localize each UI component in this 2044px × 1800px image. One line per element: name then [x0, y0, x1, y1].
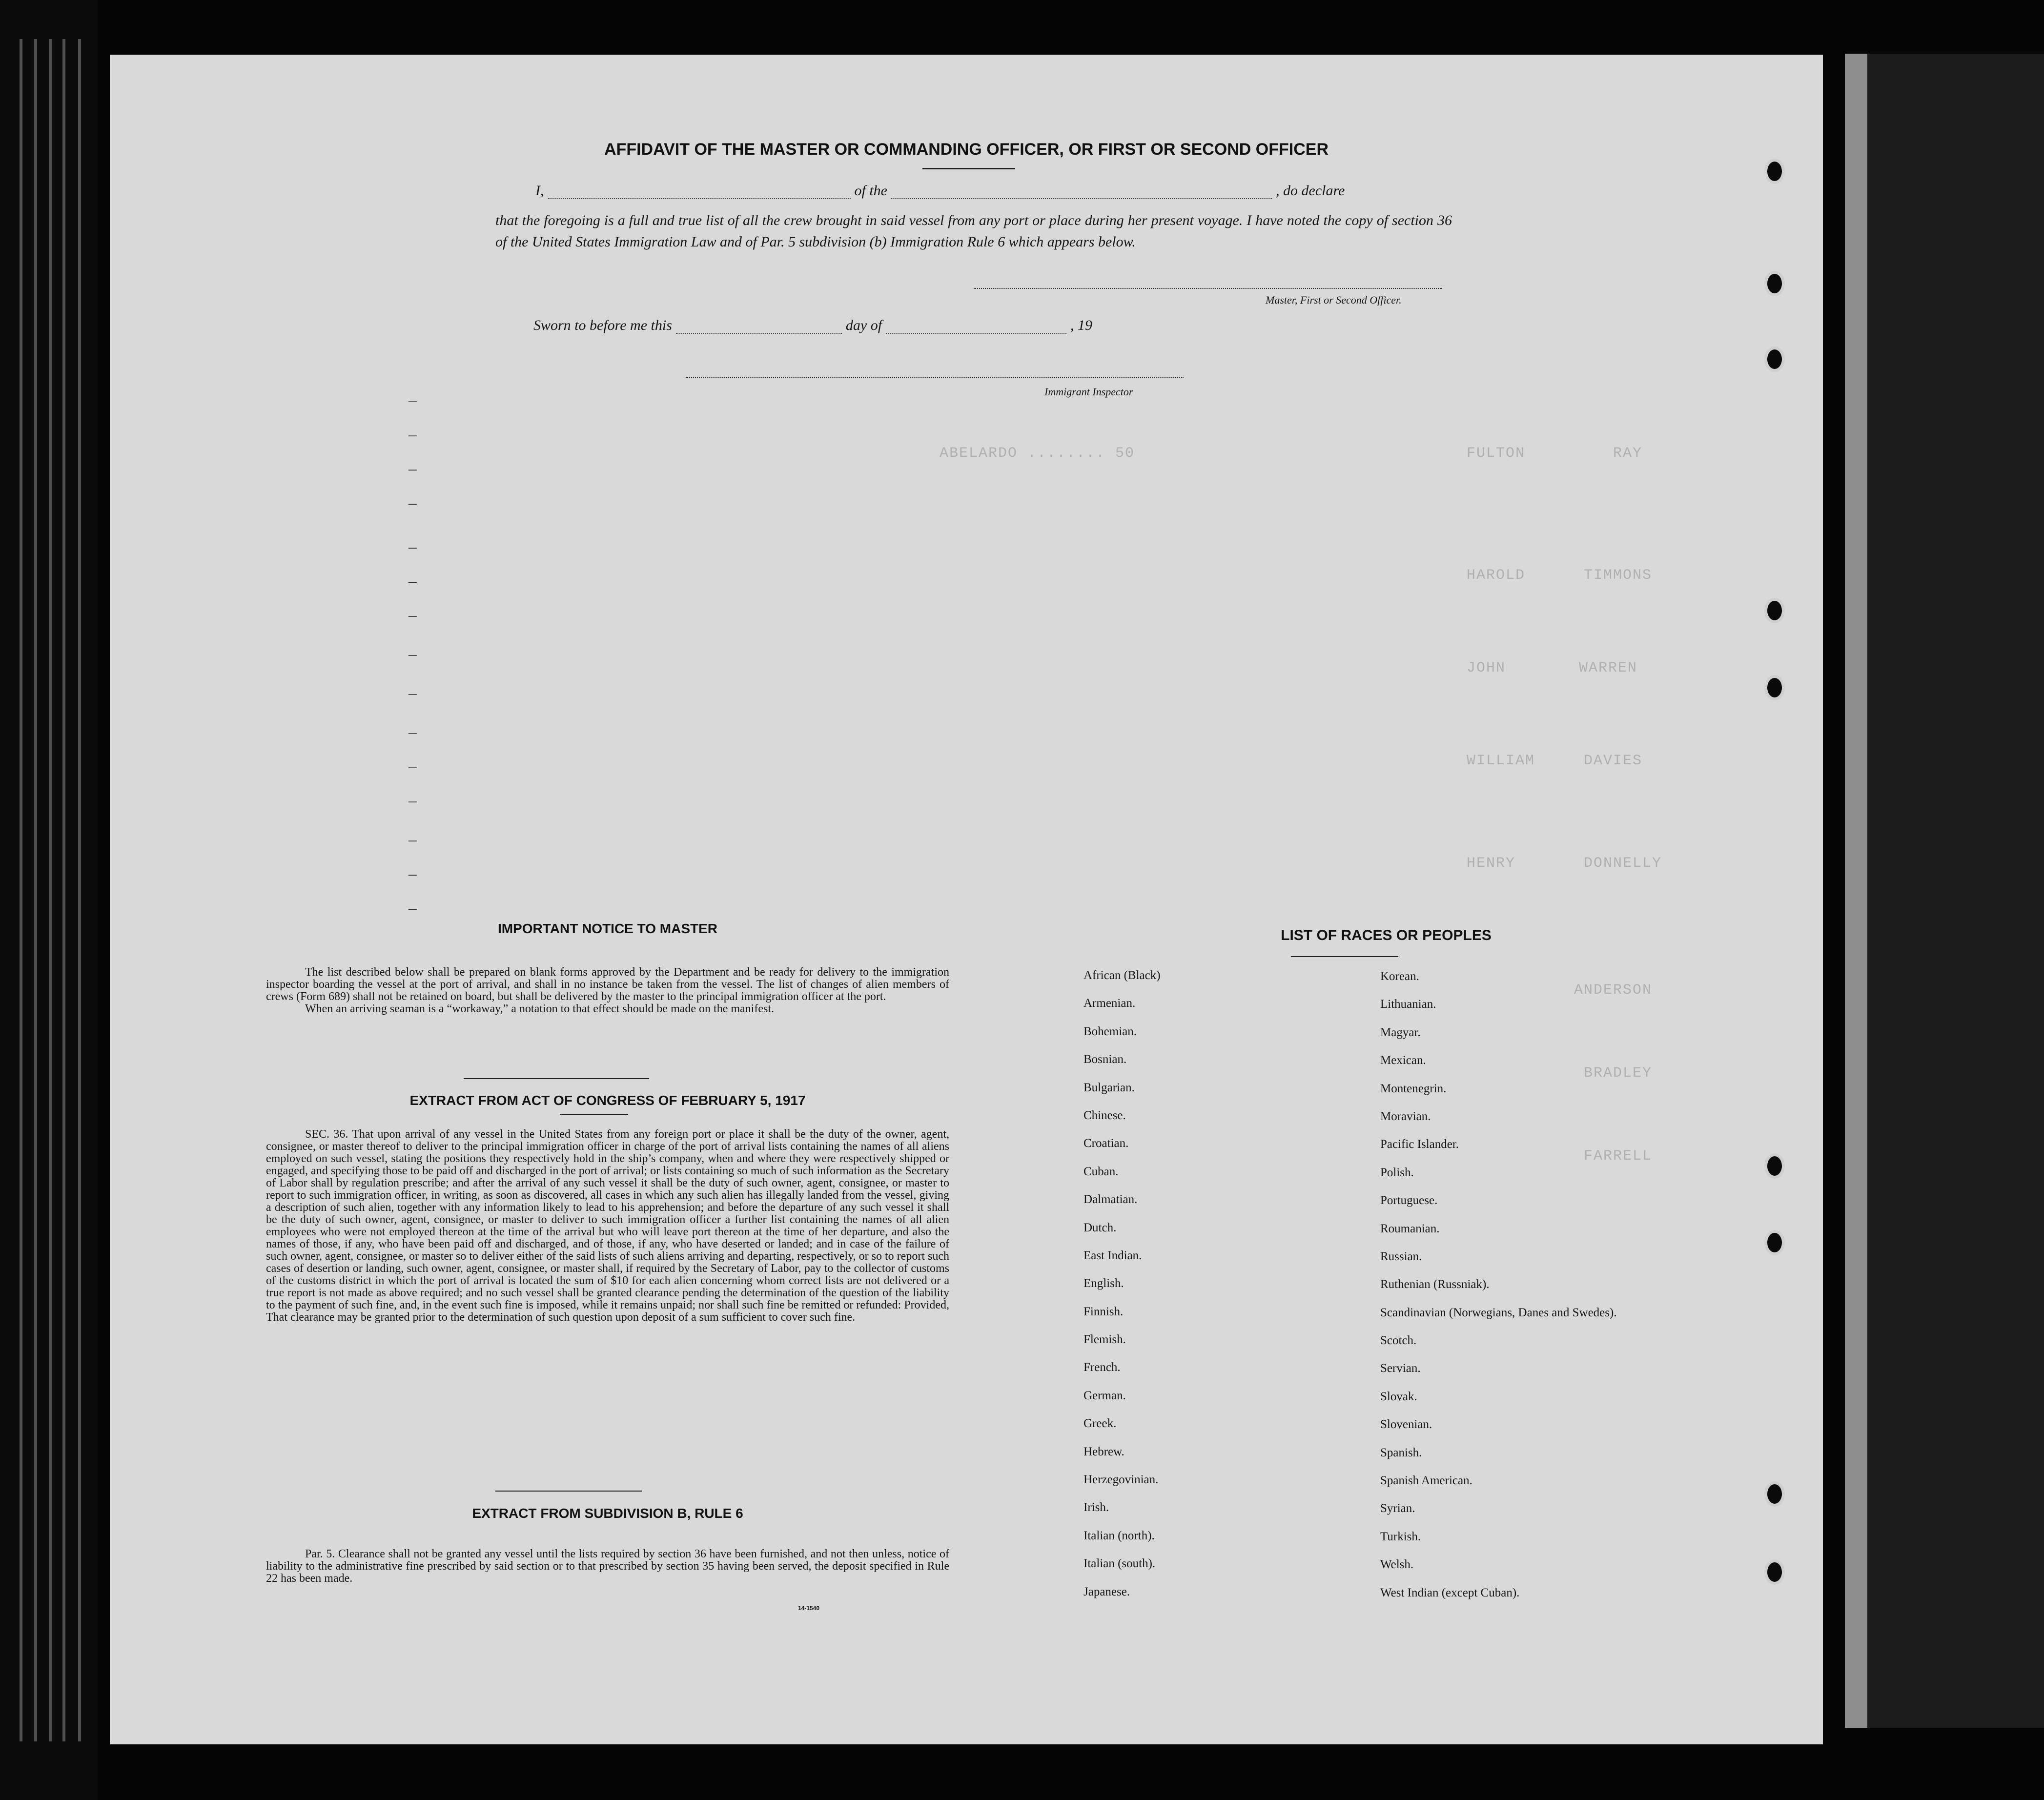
row-dash: – — [409, 494, 417, 512]
bleed-through-text: HAROLD — [1467, 567, 1526, 584]
bleed-through-text: DAVIES — [1584, 753, 1643, 769]
bleed-through-text: WILLIAM — [1467, 753, 1535, 769]
race-item: Japanese. — [1083, 1585, 1130, 1598]
notice-title: IMPORTANT NOTICE TO MASTER — [497, 921, 718, 936]
section-divider — [495, 1491, 642, 1492]
race-item: Polish. — [1380, 1166, 1414, 1179]
day-of-label: day of — [845, 317, 882, 333]
race-item: French. — [1083, 1361, 1121, 1374]
bleed-through-text: BRADLEY — [1584, 1065, 1653, 1082]
race-item: Magyar. — [1380, 1025, 1421, 1039]
year-label: , 19 — [1070, 317, 1093, 333]
declaration-line — [535, 183, 1345, 199]
bleed-through-text: FARRELL — [1584, 1148, 1653, 1165]
race-item: Hebrew. — [1083, 1445, 1124, 1458]
race-item: Slovak. — [1380, 1390, 1417, 1403]
row-dash: – — [409, 792, 417, 810]
race-item: Bohemian. — [1083, 1024, 1137, 1038]
notice-paragraph: The list described below shall be prepared on blank forms approved by the Department and be ready for delivery to the immigration inspector boarding the vessel at the port of arrival, and shall in no instance be taken from the vessel. The list of changes of alien members of crews (Form 689) shall not be retained on board, but shall be delivered by the master to the principal immigration officer at the port. — [266, 966, 949, 1003]
race-item: Dutch. — [1083, 1221, 1117, 1234]
race-item: Scandinavian (Norwegians, Danes and Swedes). — [1380, 1306, 1617, 1319]
race-item: Spanish. — [1380, 1446, 1422, 1459]
punch-hole — [1764, 1481, 1785, 1507]
row-dash: – — [409, 723, 417, 741]
races-list-right — [1380, 970, 1617, 1614]
declarant-name-blank[interactable] — [548, 185, 851, 199]
section-divider — [464, 1078, 649, 1079]
race-item: Moravian. — [1380, 1109, 1431, 1123]
race-item: Roumanian. — [1380, 1222, 1440, 1235]
right-page-edge — [1845, 54, 2044, 1728]
row-dash: – — [409, 460, 417, 478]
race-item: Syrian. — [1380, 1502, 1415, 1515]
row-dash: – — [409, 757, 417, 776]
race-item: English. — [1083, 1277, 1124, 1290]
row-dash: – — [409, 899, 417, 917]
row-dash: – — [409, 572, 417, 590]
race-item: Herzegovinian. — [1083, 1473, 1159, 1487]
race-item: Italian (south). — [1083, 1557, 1156, 1571]
race-item: Ruthenian (Russniak). — [1380, 1278, 1490, 1291]
bleed-through-text: FULTON — [1467, 445, 1526, 462]
bleed-through-text: ANDERSON — [1574, 982, 1653, 999]
inspector-caption: Immigrant Inspector — [1044, 386, 1133, 398]
row-dash: – — [409, 684, 417, 702]
row-dash: – — [409, 865, 417, 883]
affidavit-body: that the foregoing is a full and true list of all the crew brought in said vessel from any port or place during her present voyage. I have noted the copy of section 36 of the United States Immigration Law and of Par. 5 subdivision (b) Immigration Rule 6 which appears below. — [495, 212, 1452, 250]
sworn-line — [533, 317, 1092, 334]
row-dash: – — [409, 426, 417, 444]
punch-hole — [1764, 1230, 1785, 1255]
punch-hole — [1764, 1559, 1785, 1585]
race-item: East Indian. — [1083, 1248, 1142, 1262]
document-page — [110, 55, 1823, 1744]
race-item: Portuguese. — [1380, 1194, 1438, 1207]
race-item: Greek. — [1083, 1417, 1117, 1431]
race-item: Korean. — [1380, 970, 1419, 983]
section-36-text: SEC. 36. That upon arrival of any vessel in the United States from any foreign port or place it shall be the duty of the owner, agent, consignee, or master thereof to deliver to the principal immigration officer in charge of the port of arrival lists containing the names of all aliens employed on such vessel, stating the positions they respectively hold in the ship’s company, when and where they were respectively shipped or engaged, and specifying those to be paid off and discharged in the port of arrival; or lists containing so much of such information as the Secretary of Labor shall by regulation prescribe; and after the arrival of any such vessel it shall be the duty of such owner, agent, consignee, or master to report to such immigration officer, in writing, as soon as discovered, all cases in which any such alien has illegally landed from the vessel, giving a description of such alien, together with any information likely to lead to his apprehension; and before the departure of any such vessel it shall be the duty of such owner, agent, consignee, or master to deliver to such immigration officer a further list containing the names of all alien employees who were not employed thereon at the time of the arrival but who will leave port thereon at the time of her departure, and also the names of those, if any, who have been paid off and discharged, and of those, if any, who have deserted or landed; and in case of the failure of such owner, agent, consignee, or master so to deliver either of the said lists of such aliens arriving and departing, respectively, or so to report such cases of desertion or landing, such owner, agent, consignee, or master shall, if required by the Secretary of Labor, pay to the collector of customs of the customs district in which the port of arrival is located the sum of $10 for each alien concerning whom correct lists are not delivered or a true report is not made as above required; and no such vessel shall be granted clearance pending the determination of the question of the liability to the payment of such fine, and, in the event such fine is imposed, while it remains unpaid; nor shall such fine be remitted or refunded: Provided, That clearance may be granted prior to the determination of such question upon deposit of a sum sufficient to cover such fine. — [266, 1128, 949, 1324]
race-item: African (Black) — [1083, 969, 1161, 982]
officer-signature-line[interactable] — [974, 288, 1442, 289]
race-item: Armenian. — [1083, 997, 1136, 1010]
race-item: Montenegrin. — [1380, 1082, 1447, 1095]
race-item: Bulgarian. — [1083, 1081, 1135, 1094]
punch-hole — [1764, 159, 1785, 184]
act-extract-title: EXTRACT FROM ACT OF CONGRESS OF FEBRUARY 5, 1917 — [409, 1093, 806, 1108]
sworn-day-blank[interactable] — [676, 320, 842, 334]
bleed-through-text: JOHN — [1467, 660, 1506, 676]
bleed-through-text: WARREN — [1579, 660, 1638, 676]
race-item: Servian. — [1380, 1362, 1421, 1375]
form-code: 14-1540 — [798, 1605, 820, 1612]
race-item: Slovenian. — [1380, 1418, 1432, 1432]
row-dash: – — [409, 606, 417, 624]
bleed-through-text: RAY — [1613, 445, 1643, 462]
sworn-month-blank[interactable] — [886, 320, 1066, 334]
notice-paragraph: When an arriving seaman is a “workaway,” a notation to that effect should be made on the manifest. — [305, 1002, 774, 1015]
race-item: Lithuanian. — [1380, 998, 1436, 1011]
race-item: Finnish. — [1083, 1305, 1124, 1318]
race-item: Flemish. — [1083, 1333, 1126, 1347]
race-item: Mexican. — [1380, 1054, 1426, 1067]
affidavit-title: AFFIDAVIT OF THE MASTER OR COMMANDING OFFICER, OR FIRST OR SECOND OFFICER — [604, 140, 1329, 159]
race-item: Dalmatian. — [1083, 1193, 1138, 1207]
rule-extract-text — [266, 1548, 949, 1585]
race-item: Cuban. — [1083, 1165, 1119, 1178]
sworn-label: Sworn to before me this — [533, 317, 672, 333]
par-5-text: Par. 5. Clearance shall not be granted any vessel until the lists required by section 36 have been furnished, and not then unless, notice of liability to the administrative fine prescribed by said section or to that prescribed by section 35 having been served, the deposit specified in Rule 22 has been made. — [266, 1548, 949, 1585]
race-item: Russian. — [1380, 1249, 1422, 1263]
punch-hole — [1764, 598, 1785, 623]
bleed-through-text: ABELARDO ........ 50 — [940, 445, 1135, 462]
race-item: Turkish. — [1380, 1530, 1421, 1543]
vessel-name-blank[interactable] — [891, 185, 1272, 199]
row-dash: – — [409, 831, 417, 849]
races-title: LIST OF RACES OR PEOPLES — [1281, 927, 1492, 943]
race-item: Irish. — [1083, 1501, 1109, 1514]
race-item: Spanish American. — [1380, 1474, 1472, 1488]
vessel-label: of the — [854, 183, 887, 199]
declare-label: , do declare — [1276, 183, 1345, 199]
race-item: Bosnian. — [1083, 1053, 1127, 1066]
race-item: West Indian (except Cuban). — [1380, 1586, 1520, 1599]
officer-caption: Master, First or Second Officer. — [1266, 294, 1402, 306]
row-dash: – — [409, 538, 417, 556]
races-divider — [1291, 956, 1398, 957]
punch-hole — [1764, 1153, 1785, 1179]
race-item: Welsh. — [1380, 1558, 1414, 1572]
races-list-left — [1083, 969, 1161, 1613]
inspector-signature-line[interactable] — [686, 377, 1184, 378]
notice-text — [266, 966, 949, 1015]
punch-hole — [1764, 675, 1785, 700]
bleed-through-text: TIMMONS — [1584, 567, 1653, 584]
title-divider — [922, 168, 1015, 169]
bleed-through-text: HENRY — [1467, 855, 1516, 872]
row-dash: – — [409, 391, 417, 409]
race-item: Chinese. — [1083, 1108, 1126, 1122]
act-extract-text — [266, 1128, 949, 1324]
bleed-through-text: DONNELLY — [1584, 855, 1662, 872]
section-divider — [560, 1114, 628, 1115]
race-item: Italian (north). — [1083, 1529, 1155, 1542]
race-item: Croatian. — [1083, 1137, 1129, 1150]
declarant-label: I, — [535, 183, 544, 199]
race-item: Scotch. — [1380, 1334, 1417, 1348]
left-film-strip — [0, 0, 98, 1800]
rule-extract-title: EXTRACT FROM SUBDIVISION B, RULE 6 — [472, 1506, 743, 1521]
punch-hole — [1764, 271, 1785, 296]
punch-hole — [1764, 347, 1785, 372]
race-item: German. — [1083, 1389, 1126, 1402]
row-dash: – — [409, 645, 417, 663]
race-item: Pacific Islander. — [1380, 1138, 1459, 1151]
